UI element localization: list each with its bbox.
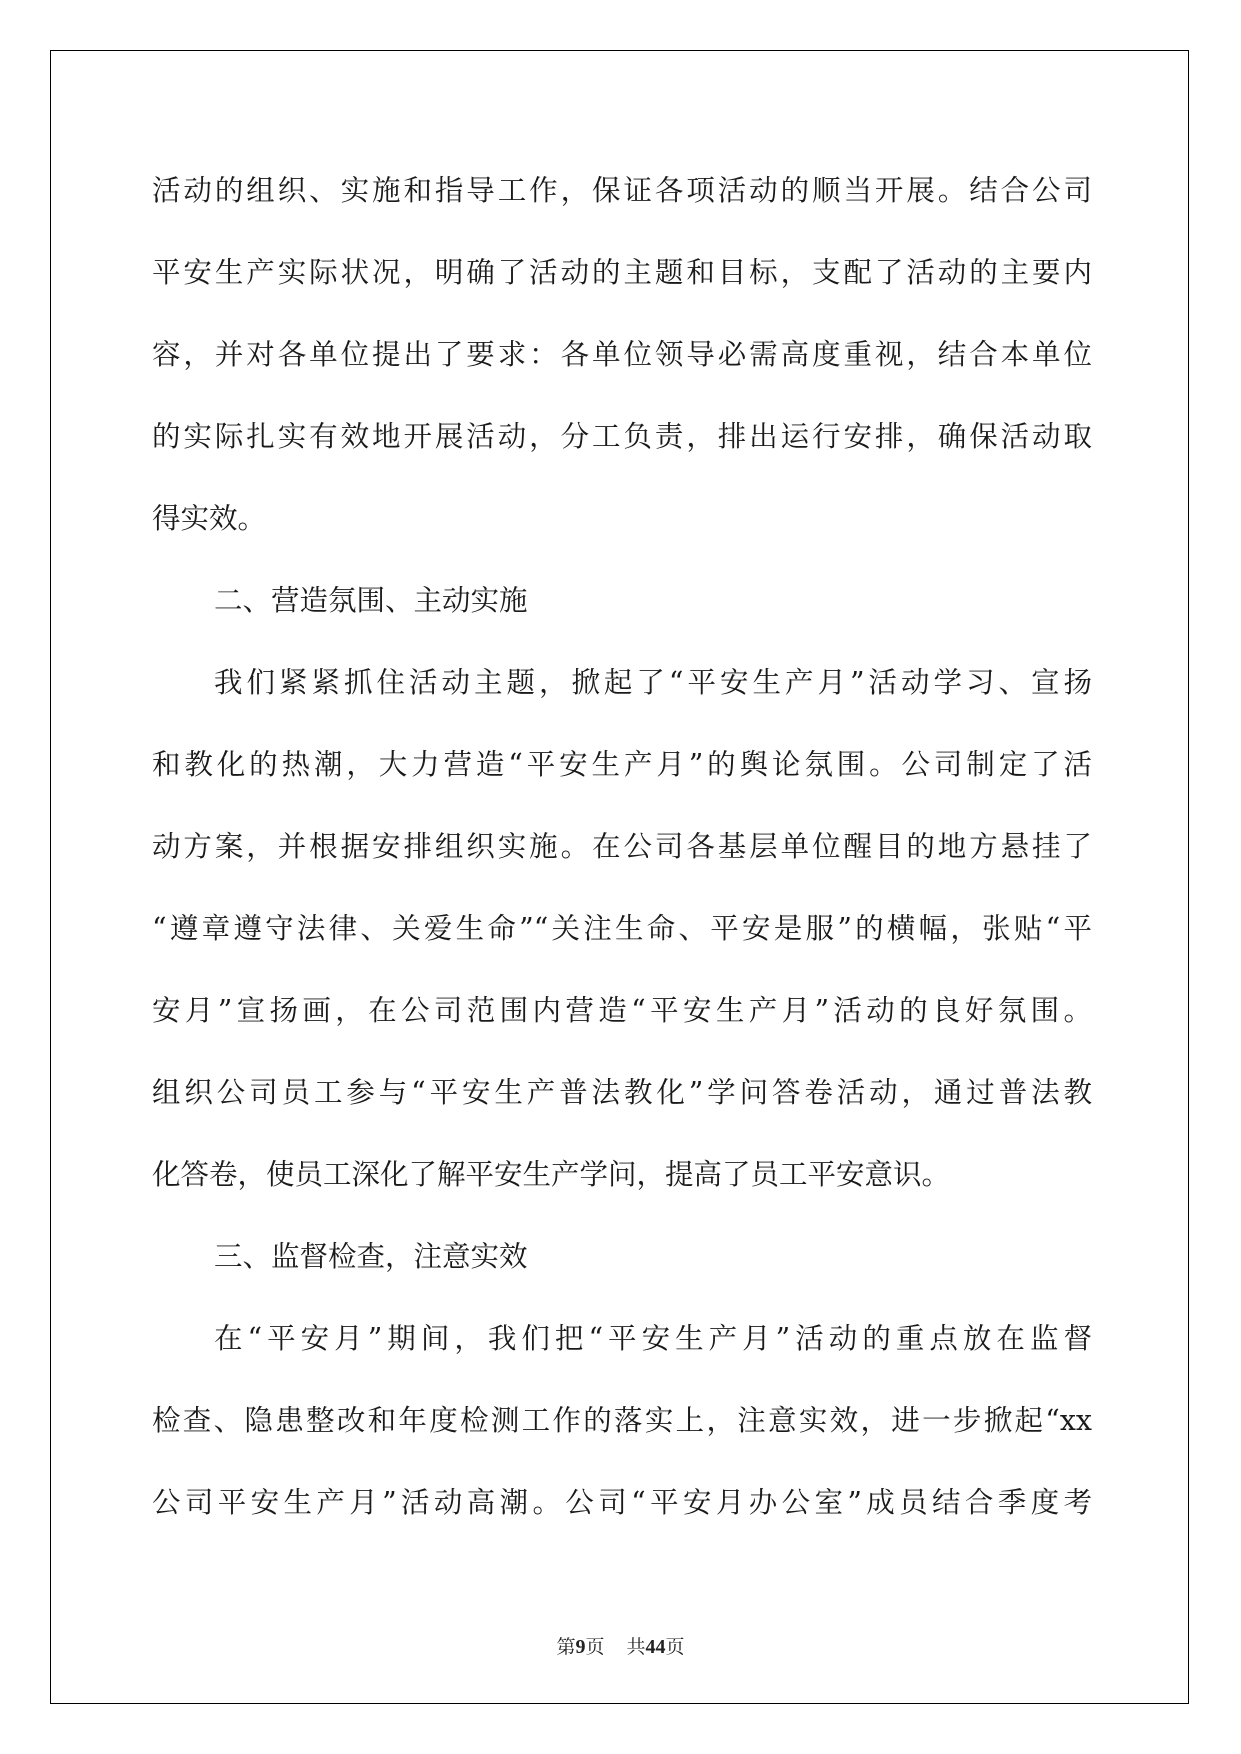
total-prefix: 共 <box>626 1636 646 1658</box>
text-line: 动方案，并根据安排组织实施。在公司各基层单位醒目的地方悬挂了 <box>152 830 1092 863</box>
page-prefix: 第 <box>556 1636 576 1658</box>
text-line: 组织公司员工参与“平安生产普法教化”学问答卷活动，通过普法教 <box>152 1076 1092 1109</box>
text-line: 和教化的热潮，大力营造“平安生产月”的舆论氛围。公司制定了活 <box>152 748 1092 781</box>
total-suffix: 页 <box>665 1636 685 1658</box>
text-line: 容，并对各单位提出了要求：各单位领导必需高度重视，结合本单位 <box>152 338 1092 371</box>
text-line: 活动的组织、实施和指导工作，保证各项活动的顺当开展。结合公司 <box>152 174 1092 207</box>
section-heading: 三、监督检查，注意实效 <box>214 1240 528 1273</box>
text-line: 的实际扎实有效地开展活动，分工负责，排出运行安排，确保活动取 <box>152 420 1092 453</box>
document-body <box>152 160 1092 1554</box>
section-heading: 二、营造氛围、主动实施 <box>214 584 528 617</box>
text-line: 安月”宣扬画，在公司范围内营造“平安生产月”活动的良好氛围。 <box>152 994 1092 1027</box>
page-suffix: 页 <box>585 1636 605 1658</box>
text-line: 公司平安生产月”活动高潮。公司“平安月办公室”成员结合季度考 <box>152 1486 1092 1519</box>
text-line: “遵章遵守法律、关爱生命”“关注生命、平安是服”的横幅，张贴“平 <box>152 912 1092 945</box>
page-footer <box>0 1632 1241 1659</box>
text-line: 得实效。 <box>152 502 267 535</box>
total-pages: 44 <box>645 1636 666 1658</box>
text-line: 化答卷，使员工深化了解平安生产学问，提高了员工平安意识。 <box>152 1158 951 1191</box>
text-line: 检查、隐患整改和年度检测工作的落实上，注意实效，进一步掀起“xx <box>152 1404 1092 1437</box>
text-line: 我们紧紧抓住活动主题，掀起了“平安生产月”活动学习、宣扬 <box>214 666 1092 699</box>
text-line: 平安生产实际状况，明确了活动的主题和目标，支配了活动的主要内 <box>152 256 1092 289</box>
page-number: 9 <box>575 1636 586 1658</box>
text-line: 在“平安月”期间，我们把“平安生产月”活动的重点放在监督 <box>214 1322 1092 1355</box>
